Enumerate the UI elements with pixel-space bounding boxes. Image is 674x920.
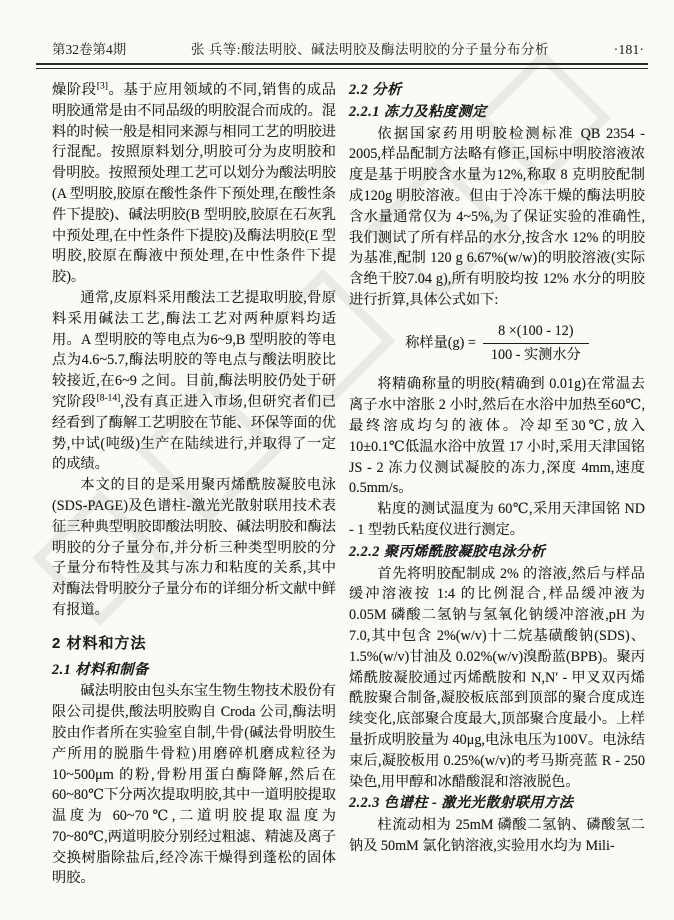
- paragraph-materials: 碱法明胶由包头东宝生物生物技术股份有限公司提供,酸法明胶购自 Croda 公司,酶法明胶由作者所在实验室自制,牛骨(碱法骨明胶生产所用的脱脂牛骨粒)用磨碎机磨成粒径为 10~500μm 的粉,骨粉用蛋白酶降解,然后在 60~80℃下分两次提取明胶,其中一道明胶提取温度为 60~70℃,二道明胶提取温度为 70~80℃,两道明胶分别经过粗滤、精滤及离子交换树脂除盐后,经冷冻干燥得到蓬松的固体明胶。: [52, 683, 336, 887]
- section-heading-materials-methods: 2 材料和方法: [52, 634, 147, 652]
- page-header: [52, 38, 644, 59]
- header-double-rule: [36, 63, 648, 69]
- citation-ref: [3]: [96, 81, 108, 92]
- paragraph-bloom-method: 依据国家药用明胶检测标准 QB 2354 - 2005,样品配制方法略有修正,国标中明胶溶液浓度是基于明胶含水量为12%,称取 8 克明胶配制成120g 明胶溶液。但由于冷冻干燥的酶法明胶含水量通常仅为 4~5%,为了保证实验的准确性,我们测试了所有样品的水分,按含水 12% 的明胶为基准,配制 120 g 6.67%(w/w)的明胶溶液(实际含绝干胶7.04 g),所有明胶均按 12% 水分的明胶进行折算,具体公式如下:: [349, 125, 645, 308]
- volume-issue: 第32卷第4期: [52, 42, 127, 57]
- paragraph-page-method: 首先将明胶配制成 2% 的溶液,然后与样品缓冲溶液按 1:4 的比例混合,样品缓冲液为 0.05M 磷酸二氢钠与氢氧化钠缓冲溶液,pH 为 7.0,其中包含 2%(w/v)十二烷基磺酸钠(SDS)、1.5%(w/v)甘油及 0.02%(w/v)溴酚蓝(BPB)。聚丙烯酰胺凝胶通过丙烯酰胺和 N,N′ - 甲叉双丙烯酰胺聚合制备,凝胶板底部到顶部的聚合度成连续变化,底部聚合度最大,顶部聚合度最小。上样量折成明胶量为 40μg,电泳电压为100V。电泳结束后,凝胶板用 0.25%(w/v)的考马斯亮蓝 R - 250 染色,用甲醇和冰醋酸混和溶液脱色。: [349, 565, 645, 790]
- formula-numerator: 8 ×(100 - 12): [498, 322, 574, 339]
- citation-ref: [8-14]: [96, 393, 121, 404]
- subsection-heading-analysis: 2.2 分析: [349, 82, 402, 98]
- paragraph-bloom-procedure: 将精确称量的明胶(精确到 0.01g)在常温去离子水中溶胀 2 小时,然后在水浴中加热至60℃,最终溶成均匀的液体。冷却至30℃,放入 10±0.1℃低温水浴中放置 17 小时,采用天津国铭 JS - 2 冻力仪测试凝胶的冻力,深度 4mm,速度 0.5mm/s。: [349, 376, 645, 497]
- paragraph-mobile-phase: 柱流动相为 25mM 磷酸二氢钠、磷酸氢二钠及 50mM 氯化钠溶液,实验用水均为 Mili-: [349, 817, 645, 854]
- formula-denominator: 100 - 实测水分: [483, 343, 589, 366]
- formula-fraction: [483, 321, 589, 366]
- right-column: [349, 80, 645, 857]
- paragraph-text: 。基于应用领域的不同,销售的成品明胶通常是由不同品级的明胶混合而成的。混料的时候一般是相同来源与相同工艺的明胶进行混配。按照原料划分,明胶可分为皮明胶和骨明胶。按照预处理工艺可以划分为酸法明胶(A 型明胶,胶原在酸性条件下预处理,在酸性条件下提胶)、碱法明胶(B 型明胶,胶原在石灰乳中预处理,在中性条件下提胶)及酶法明胶(E 型明胶,胶原在酶液中预处理,在中性条件下提胶)。: [52, 82, 336, 286]
- paragraph-purpose: 本文的目的是采用聚丙烯酰胺凝胶电泳(SDS-PAGE)及色谱柱-激光光散射联用技术表征三种典型明胶即酸法明胶、碱法明胶和酶法明胶的分子量分布,并分析三种类型明胶的分子量分布特性及其与冻力和粘度的关系,其中对酶法骨明胶分子量分布的详细分析文献中鲜有报道。: [52, 477, 336, 618]
- paragraph-text: 燥阶段: [52, 82, 97, 98]
- running-title: 张 兵等:酸法明胶、碱法明胶及酶法明胶的分子量分布分析: [190, 42, 550, 57]
- subsection-heading-sec-malls: 2.2.3 色谱柱 - 激光光散射联用方法: [349, 795, 574, 812]
- subsection-heading-page-analysis: 2.2.2 聚丙烯酰胺凝胶电泳分析: [349, 543, 546, 560]
- subsection-heading-materials-preparation: 2.1 材料和制备: [52, 661, 149, 678]
- sample-weight-formula: [349, 321, 645, 366]
- paragraph-text: 通常,皮原料采用酸法工艺提取明胶,骨原料采用碱法工艺,酶法工艺对两种原料均适用。A 型明胶的等电点为6~9,B 型明胶的等电点为4.6~5.7,酶法明胶的等电点与酸法明胶比较接近,在6~9 之间。目前,酶法明胶仍处于研究阶段: [52, 289, 336, 410]
- formula-lhs: 称样量(g) =: [405, 334, 476, 351]
- paragraph-gelatin-types: [52, 288, 336, 475]
- paragraph-intro-continuation: [52, 80, 336, 288]
- paragraph-viscosity: 粘度的测试温度为 60℃,采用天津国铭 ND - 1 型勃氏粘度仪进行测定。: [349, 501, 645, 538]
- paragraph-text: ,没有真正进入市场,但研究者们已经看到了酶解工艺明胶在节能、环保等面的优势,中试(吨级)生产在陆续进行,并取得了一定的成绩。: [52, 393, 336, 473]
- left-column: [52, 80, 336, 889]
- subsection-heading-bloom-viscosity: 2.2.1 冻力及粘度测定: [349, 103, 487, 120]
- page-number: ·181·: [613, 43, 644, 58]
